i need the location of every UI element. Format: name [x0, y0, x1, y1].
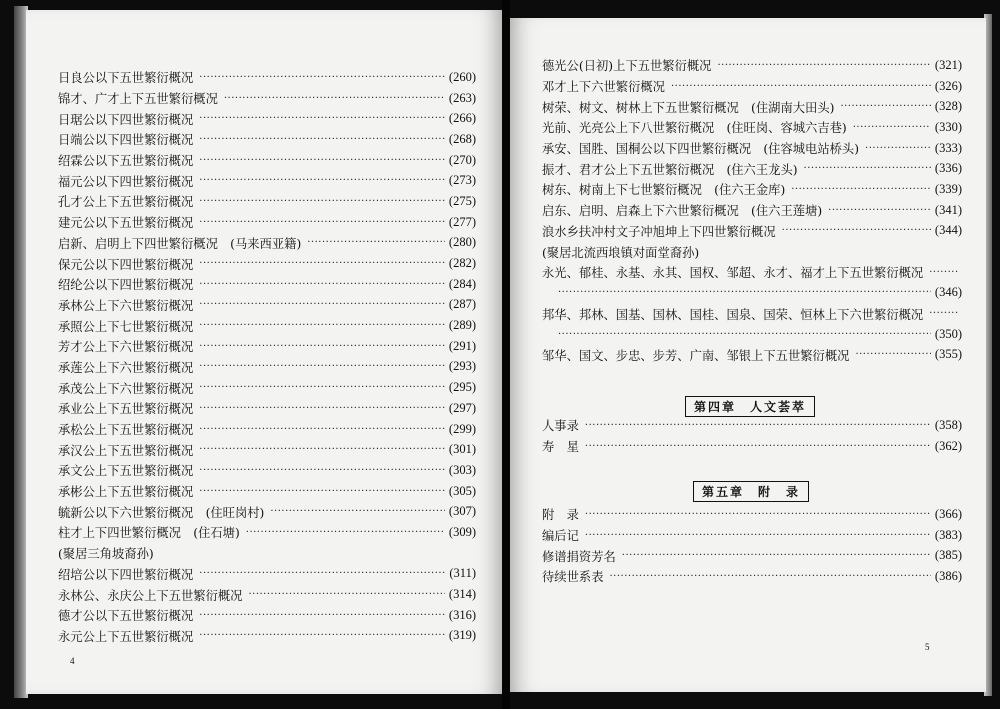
left-toc-list	[58, 67, 476, 646]
toc-entry-page: (291)	[448, 338, 476, 353]
toc-entry-page: (366)	[934, 506, 962, 521]
toc-entry	[58, 108, 476, 129]
toc-entry	[58, 584, 476, 605]
toc-leader-dots	[199, 486, 445, 497]
toc-entry-page: (266)	[448, 111, 476, 126]
toc-entry-title: 承安、国胜、国桐公以下四世繁衍概况 (住容城电站桥头)	[542, 142, 860, 157]
page-number-right: 5	[925, 642, 930, 652]
toc-entry	[58, 398, 476, 419]
toc-leader-dots	[199, 299, 445, 310]
toc-entry	[542, 324, 962, 345]
toc-entry	[542, 436, 962, 457]
toc-entry-page: (339)	[934, 181, 962, 196]
toc-entry-title: 浪水乡扶冲村文子冲旭坤上下四世繁衍概况	[542, 224, 776, 239]
toc-entry	[58, 481, 476, 502]
left-page	[26, 10, 502, 694]
toc-entry-page: (350)	[934, 326, 962, 341]
toc-entry	[58, 605, 476, 626]
toc-entry-title: 树东、树南上下七世繁衍概况 (住六王金库)	[542, 183, 786, 198]
toc-leader-dots	[929, 267, 958, 278]
chapter-5-toc-list	[542, 504, 962, 587]
toc-leader-dots	[717, 60, 930, 71]
toc-entry-page: (280)	[448, 235, 476, 250]
toc-entry-title: 邦华、邦林、国基、国林、国桂、国泉、国荣、恒林上下六世繁衍概况	[542, 307, 924, 322]
toc-entry-page: (314)	[448, 587, 476, 602]
toc-entry-page: (311)	[449, 566, 476, 581]
toc-entry-title: 树荣、树文、树林上下五世繁衍概况 (住湖南大田头)	[542, 100, 835, 115]
toc-entry-title: 承莲公上下六世繁衍概况	[58, 360, 194, 375]
toc-entry-title: 孔才公上下五世繁衍概况	[58, 195, 194, 210]
toc-leader-dots	[199, 568, 445, 579]
toc-leader-dots	[585, 420, 931, 431]
toc-entry-title: 光前、光亮公上下八世繁衍概况 (住旺岗、容城六吉巷)	[542, 121, 847, 136]
toc-entry-title: 永林公、永庆公上下五世繁衍概况	[58, 588, 243, 603]
toc-entry-page: (289)	[448, 318, 476, 333]
toc-leader-dots	[307, 237, 445, 248]
toc-entry-page: (307)	[448, 504, 476, 519]
toc-entry	[58, 170, 476, 191]
toc-entry-title: 承汉公上下五世繁衍概况	[58, 443, 194, 458]
toc-entry-title: 锦才、广才上下五世繁衍概况	[58, 92, 218, 107]
toc-entry	[58, 419, 476, 440]
page-number-left: 4	[70, 656, 75, 666]
toc-entry	[542, 415, 962, 436]
toc-leader-dots	[199, 444, 445, 455]
toc-entry-title: 永元公上下五世繁衍概况	[58, 629, 194, 644]
toc-entry	[542, 138, 962, 159]
toc-entry-page: (299)	[448, 421, 476, 436]
toc-leader-dots	[199, 175, 445, 186]
toc-entry-title: 邓才上下六世繁衍概况	[542, 80, 665, 95]
toc-leader-dots	[929, 308, 958, 319]
toc-leader-dots	[558, 287, 931, 298]
toc-leader-dots	[199, 113, 445, 124]
toc-entry	[58, 129, 476, 150]
toc-leader-dots	[199, 279, 445, 290]
toc-entry-title: 启新、启明上下四世繁衍概况 (马来西亚籍)	[58, 236, 302, 251]
toc-entry	[58, 377, 476, 398]
toc-entry	[542, 158, 962, 179]
toc-entry	[58, 564, 476, 585]
toc-entry-title: 编后记	[542, 529, 579, 544]
toc-entry-page: (273)	[448, 173, 476, 188]
toc-leader-dots	[791, 184, 931, 195]
toc-entry-title: 永光、郁桂、永基、永其、国权、邹超、永才、福才上下五世繁衍概况	[542, 266, 924, 281]
toc-entry-title: 日琚公以下四世繁衍概况	[58, 112, 194, 127]
toc-leader-dots	[199, 196, 445, 207]
right-toc-list	[542, 55, 962, 365]
toc-entry	[542, 179, 962, 200]
toc-leader-dots	[199, 72, 445, 83]
toc-entry-page: (326)	[934, 78, 962, 93]
toc-entry-page: (328)	[934, 99, 962, 114]
toc-entry-page: (341)	[934, 202, 962, 217]
toc-leader-dots	[199, 424, 445, 435]
toc-entry-title: 邹华、国文、步忠、步芳、广南、邹银上下五世繁衍概况	[542, 348, 850, 363]
toc-entry-page: (309)	[448, 524, 476, 539]
toc-entry	[542, 55, 962, 76]
toc-entry-title: 承林公上下六世繁衍概况	[58, 298, 194, 313]
toc-leader-dots	[782, 225, 931, 236]
toc-entry-title: 启东、启明、启森上下六世繁衍概况 (住六王莲塘)	[542, 204, 823, 219]
toc-entry	[542, 262, 962, 283]
toc-entry	[542, 283, 962, 304]
toc-entry-page: (362)	[934, 438, 962, 453]
toc-entry-title: 附 录	[542, 508, 579, 523]
toc-entry-page: (355)	[934, 347, 962, 362]
toc-entry	[542, 221, 962, 242]
toc-entry	[542, 345, 962, 366]
toc-leader-dots	[622, 550, 931, 561]
toc-entry-title: 人事录	[542, 419, 579, 434]
chapter-5-heading: 第五章 附 录	[693, 481, 809, 502]
toc-entry	[58, 191, 476, 212]
toc-entry	[58, 315, 476, 336]
toc-entry	[542, 96, 962, 117]
toc-leader-dots	[855, 349, 930, 360]
toc-leader-dots	[804, 163, 931, 174]
toc-entry-page: (385)	[934, 548, 962, 563]
toc-leader-dots	[199, 134, 445, 145]
toc-leader-dots	[199, 465, 445, 476]
toc-entry-page: (260)	[448, 69, 476, 84]
toc-entry	[542, 566, 962, 587]
toc-entry	[58, 501, 476, 522]
toc-entry-title: 日良公以下五世繁衍概况	[58, 71, 194, 86]
toc-leader-dots	[865, 143, 931, 154]
toc-leader-dots	[199, 382, 445, 393]
toc-entry-page: (336)	[934, 161, 962, 176]
toc-entry	[58, 626, 476, 647]
toc-entry-page: (270)	[448, 152, 476, 167]
toc-leader-dots	[853, 122, 931, 133]
chapter-4-toc-list	[542, 415, 962, 456]
toc-leader-dots	[585, 509, 931, 520]
toc-entry-page: (383)	[934, 527, 962, 542]
toc-entry-page: (358)	[934, 417, 962, 432]
toc-leader-dots	[199, 258, 445, 269]
toc-entry	[58, 439, 476, 460]
toc-entry-page: (301)	[448, 442, 476, 457]
toc-entry-page: (275)	[448, 193, 476, 208]
toc-entry-title: 柱才上下四世繁衍概况 (住石塘)	[58, 526, 240, 541]
toc-leader-dots	[270, 506, 445, 517]
toc-entry	[58, 88, 476, 109]
toc-entry-page: (346)	[934, 285, 962, 300]
toc-entry-page: (321)	[934, 57, 962, 72]
toc-leader-dots	[585, 441, 931, 452]
toc-entry	[58, 212, 476, 233]
toc-entry-page: (282)	[448, 256, 476, 271]
toc-entry	[58, 460, 476, 481]
toc-leader-dots	[585, 530, 931, 541]
toc-entry-title: (聚居三角坡裔孙)	[58, 547, 154, 562]
toc-entry-page: (287)	[448, 297, 476, 312]
toc-entry-page: (303)	[448, 462, 476, 477]
toc-entry-page: (277)	[448, 214, 476, 229]
toc-entry	[542, 200, 962, 221]
toc-entry-title: 绍培公以下四世繁衍概况	[58, 567, 194, 582]
toc-entry-title: 毓新公以下六世繁衍概况 (住旺岗村)	[58, 505, 265, 520]
toc-entry-title: 保元公以下四世繁衍概况	[58, 257, 194, 272]
toc-leader-dots	[224, 93, 445, 104]
toc-entry	[58, 233, 476, 254]
toc-entry	[542, 525, 962, 546]
toc-entry-page: (316)	[448, 607, 476, 622]
toc-entry-title: 承照公上下七世繁衍概况	[58, 319, 194, 334]
toc-leader-dots	[199, 630, 445, 641]
toc-leader-dots	[199, 217, 445, 228]
toc-entry-title: 承松公上下五世繁衍概况	[58, 423, 194, 438]
toc-entry	[58, 67, 476, 88]
toc-leader-dots	[199, 361, 445, 372]
toc-entry-title: (聚居北流西埌镇对面堂裔孙)	[542, 245, 700, 260]
toc-entry-title: 福元公以下四世繁衍概况	[58, 174, 194, 189]
toc-entry-page: (293)	[448, 359, 476, 374]
toc-entry-page: (297)	[448, 400, 476, 415]
toc-leader-dots	[558, 329, 931, 340]
toc-entry-page: (386)	[934, 568, 962, 583]
toc-leader-dots	[248, 589, 444, 600]
toc-entry-title: 芳才公上下六世繁衍概况	[58, 340, 194, 355]
toc-entry	[542, 303, 962, 324]
toc-entry-title: 承文公上下五世繁衍概况	[58, 464, 194, 479]
toc-entry	[542, 117, 962, 138]
toc-entry-title: 日端公以下四世繁衍概况	[58, 133, 194, 148]
toc-entry-title: 承茂公上下六世繁衍概况	[58, 381, 194, 396]
toc-entry	[58, 295, 476, 316]
toc-entry	[542, 241, 962, 262]
toc-entry-page: (295)	[448, 380, 476, 395]
toc-entry	[58, 543, 476, 564]
toc-entry-title: 承业公上下五世繁衍概况	[58, 402, 194, 417]
toc-entry	[58, 274, 476, 295]
toc-leader-dots	[199, 403, 445, 414]
toc-entry	[542, 545, 962, 566]
toc-entry-page: (344)	[934, 223, 962, 238]
toc-entry	[58, 336, 476, 357]
toc-entry-title: 德才公以下五世繁衍概况	[58, 609, 194, 624]
toc-entry-title: 建元公以下五世繁衍概况	[58, 216, 194, 231]
toc-entry-page: (330)	[934, 119, 962, 134]
toc-leader-dots	[199, 320, 445, 331]
toc-entry-title: 修谱捐资芳名	[542, 549, 616, 564]
toc-leader-dots	[610, 571, 931, 582]
toc-entry	[58, 522, 476, 543]
toc-entry-title: 绍纶公以下四世繁衍概况	[58, 278, 194, 293]
toc-entry-page: (263)	[448, 90, 476, 105]
toc-entry	[58, 253, 476, 274]
toc-entry-page: (319)	[448, 628, 476, 643]
toc-entry-title: 寿 星	[542, 440, 579, 455]
toc-entry-page: (268)	[448, 131, 476, 146]
toc-entry	[58, 357, 476, 378]
toc-entry	[542, 504, 962, 525]
toc-leader-dots	[840, 101, 930, 112]
toc-leader-dots	[671, 81, 931, 92]
toc-leader-dots	[199, 610, 445, 621]
toc-leader-dots	[199, 155, 445, 166]
toc-entry	[58, 150, 476, 171]
toc-entry-title: 承彬公上下五世繁衍概况	[58, 485, 194, 500]
toc-entry-title: 振才、君才公上下五世繁衍概况 (住六王龙头)	[542, 162, 798, 177]
book-spine	[502, 0, 510, 709]
toc-entry-title: 绍霖公以下五世繁衍概况	[58, 154, 194, 169]
right-page	[510, 18, 986, 692]
toc-leader-dots	[828, 205, 931, 216]
toc-entry	[542, 76, 962, 97]
chapter-4-heading: 第四章 人文荟萃	[685, 396, 815, 417]
toc-entry-title: 待续世系表	[542, 570, 604, 585]
toc-entry-page: (284)	[448, 276, 476, 291]
toc-leader-dots	[199, 341, 445, 352]
toc-entry-page: (333)	[934, 140, 962, 155]
toc-entry-title: 德光公(日初)上下五世繁衍概况	[542, 59, 712, 74]
toc-entry-page: (305)	[448, 483, 476, 498]
toc-leader-dots	[246, 527, 445, 538]
